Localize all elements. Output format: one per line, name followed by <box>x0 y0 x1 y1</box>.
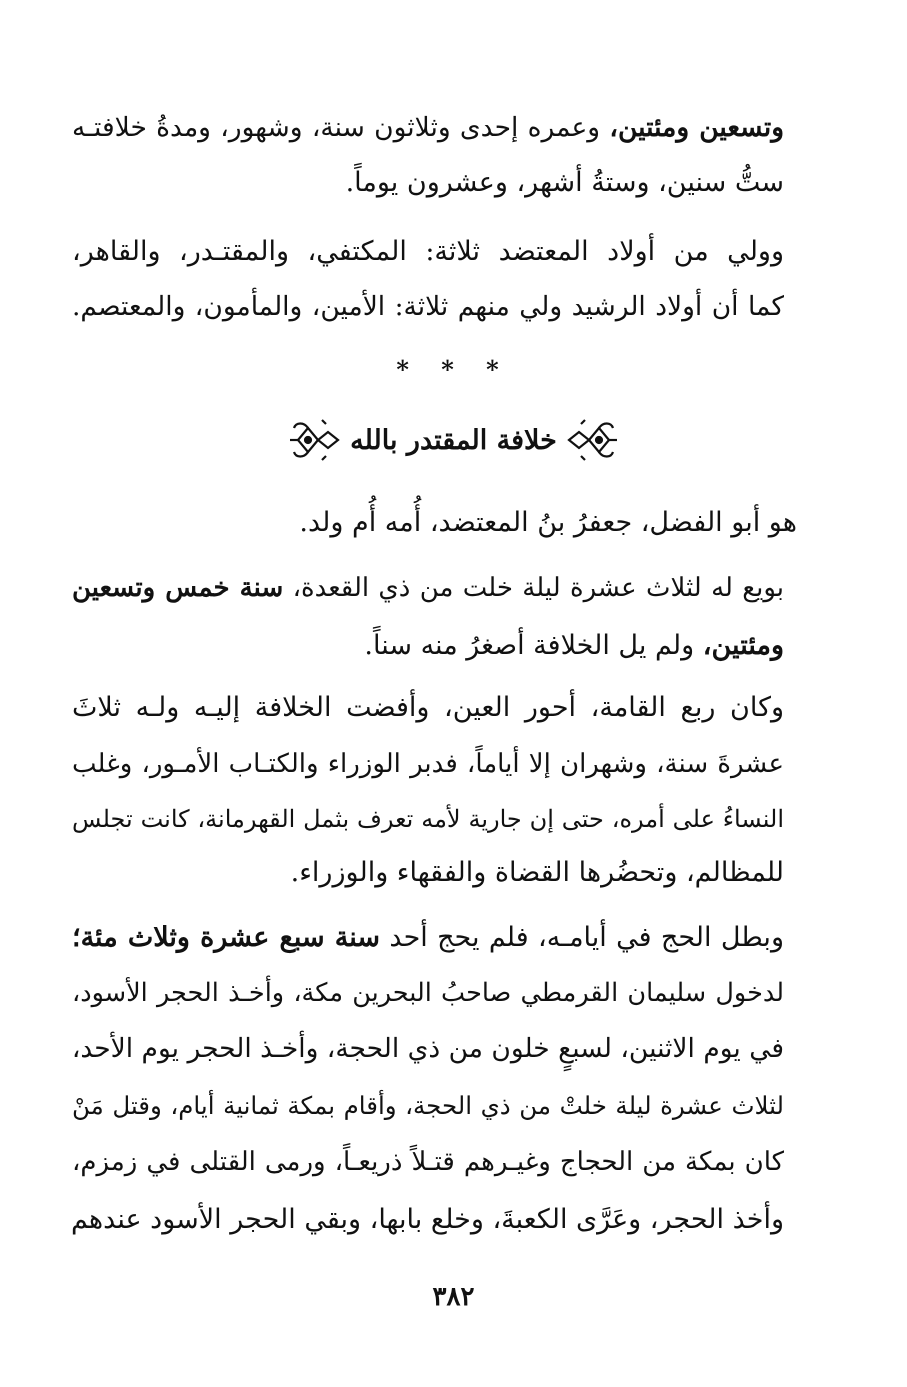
text-line: لثلاث عشرة ليلة خلتْ من ذي الحجة، وأقام بمكة ثمانية أيام، وقتل مَنْ <box>72 1091 784 1120</box>
bold-phrase: وتسعين ومئتين، <box>609 112 784 143</box>
text-line <box>72 108 784 148</box>
bold-phrase: ومئتين، <box>702 630 784 661</box>
ornament-left-icon <box>288 418 340 462</box>
text-run: وعمره إحدى وثلاثون سنة، وشهور، ومدةُ خلافتـه <box>72 112 610 143</box>
text-run: وبطل الحج في أيامـه، فلم يحج أحد <box>380 922 784 953</box>
text-line: لدخول سليمان القرمطي صاحبُ البحرين مكة، وأخـذ الحجر الأسود، <box>72 978 784 1008</box>
text-line: للمظالم، وتحضُرها القضاة والفقهاء والوزراء. <box>290 857 784 888</box>
ornament-right-icon <box>567 418 619 462</box>
chapter-title: خلافة المقتدر بالله <box>350 424 557 456</box>
text-line <box>72 568 784 608</box>
chapter-heading <box>0 412 907 468</box>
text-line: وأخذ الحجر، وعَرَّى الكعبةَ، وخلع بابها، وبقي الحجر الأسود عندهم <box>70 1204 784 1235</box>
page-number: ٣٨٢ <box>432 1282 475 1312</box>
text-run: بويع له لثلاث عشرة ليلة خلت من ذي القعدة، <box>283 573 785 603</box>
text-line: النساءُ على أمره، حتى إن جارية لأمه تعرف بثمل القهرمانة، كانت تجلس <box>72 805 784 833</box>
text-line <box>72 626 784 666</box>
text-run: هو أبو الفضل، جعفرُ بنُ المعتضد، أُمه أُم ولد. <box>299 507 797 538</box>
text-line <box>72 918 784 958</box>
text-line <box>72 503 907 543</box>
text-line: وولي من أولاد المعتضد ثلاثة: المكتفي، والمقتـدر، والقاهر، <box>72 236 784 267</box>
text-line: كما أن أولاد الرشيد ولي منهم ثلاثة: الأمين، والمأمون، والمعتصم. <box>72 291 784 322</box>
text-line: كان بمكة من الحجاج وغيـرهم قتـلاً ذريعـاً، ورمى القتلى في زمزم، <box>72 1147 784 1177</box>
text-line: في يوم الاثنين، لسبعٍ خلون من ذي الحجة، وأخـذ الحجر يوم الأحد، <box>71 1033 784 1064</box>
text-run: ولم يل الخلافة أصغرُ منه سناً. <box>364 630 703 661</box>
text-line: وكان ربع القامة، أحور العين، وأفضت الخلافة إليـه ولـه ثلاثَ <box>72 692 784 723</box>
section-separator: * * * <box>396 355 511 384</box>
bold-phrase: سنة خمس وتسعين <box>72 573 284 603</box>
text-line: عشرةَ سنة، وشهران إلا أياماً، فدبر الوزراء والكتـاب الأمـور، وغلب <box>72 749 784 779</box>
bold-phrase: سنة سبع عشرة وثلاث مئة؛ <box>72 922 381 953</box>
text-line: ستُّ سنين، وستةُ أشهر، وعشرون يوماً. <box>345 167 784 198</box>
